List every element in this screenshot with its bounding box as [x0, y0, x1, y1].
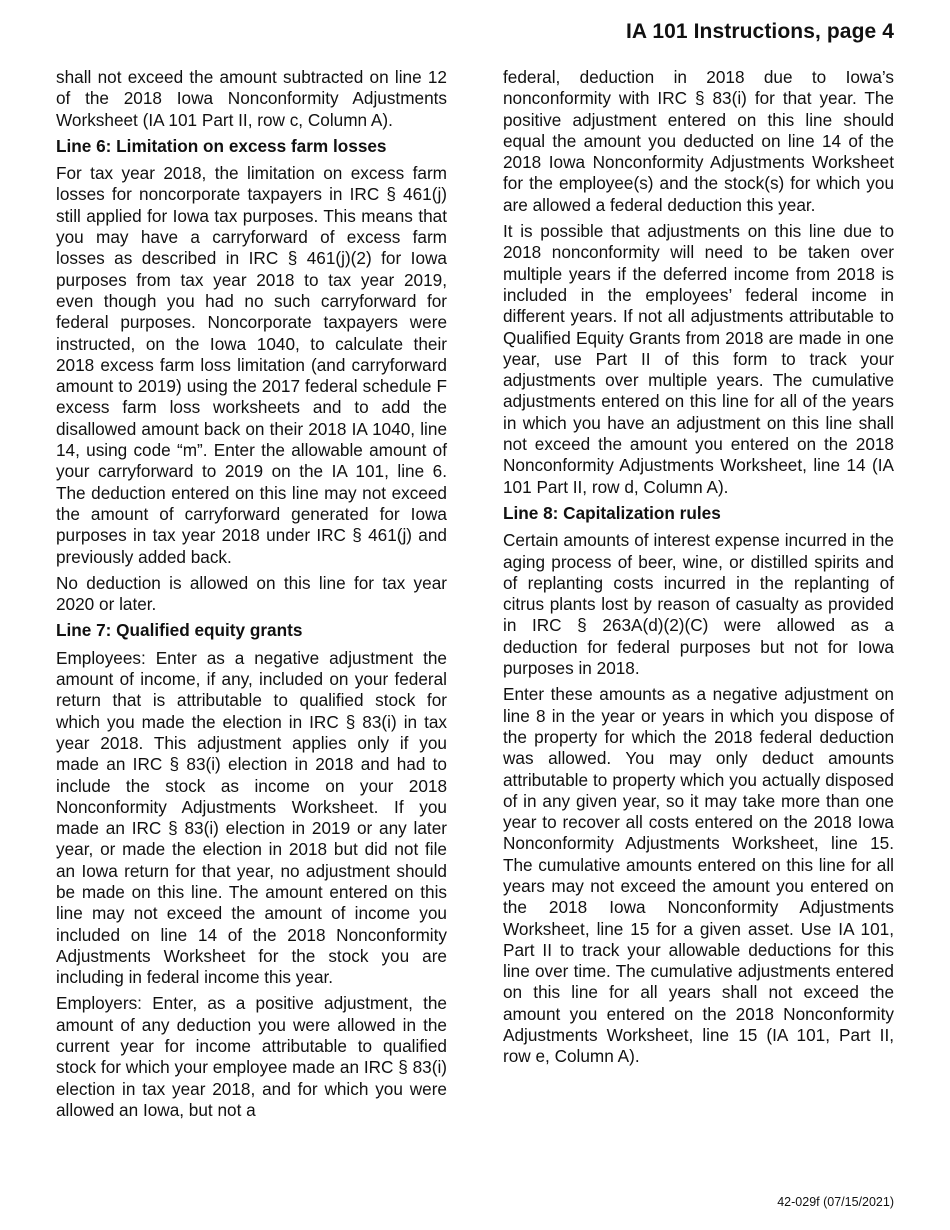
left-column	[56, 67, 447, 1126]
line6-heading: Line 6: Limitation on excess farm losses	[56, 135, 387, 156]
line8-paragraph-1: Certain amounts of interest expense incurred in the aging process of beer, wine, or distilled spirits and of replanting costs incurred in the replanting of citrus plants lost by reason of casualty as provided in IRC § 263A(d)(2)(C) were allowed as a deduction for federal purposes but not for Iowa purposes in 2018.	[503, 530, 894, 679]
line8-heading: Line 8: Capitalization rules	[503, 502, 721, 523]
line8-paragraph-2: Enter these amounts as a negative adjustment on line 8 in the year or years in which you dispose of the property for which the 2018 federal deduction was allowed. You may only deduct amounts attributable to property which you actually disposed of in any given year, so it may take more than one year to recover all costs entered on the 2018 Iowa Nonconformity Adjustments Worksheet, line 15. The cumulative amounts entered on this line for all years may not exceed the amount you entered on the 2018 Iowa Nonconformity Adjustments Worksheet, line 15 for a given asset. Use IA 101, Part II to track your allowable deductions for this line over time. The cumulative adjustments entered on this line for all years shall not exceed the amount you entered on the 2018 Nonconformity Adjustments Worksheet, line 15 (IA 101, Part II, row e, Column A).	[503, 684, 894, 1067]
right-column	[503, 67, 894, 1073]
page-title: IA 101 Instructions, page 4	[626, 20, 894, 43]
continued-paragraph: shall not exceed the amount subtracted on line 12 of the 2018 Iowa Nonconformity Adjustments Worksheet (IA 101 Part II, row c, Column A).	[56, 67, 447, 130]
form-code: 42-029f (07/15/2021)	[777, 1195, 894, 1209]
line7-paragraph-3: It is possible that adjustments on this line due to 2018 nonconformity will need to be taken over multiple years if the deferred income from 2018 is included in the employees’ federal income in different years. If not all adjustments attributable to Qualified Equity Grants from 2018 are made in one year, use Part II of this form to track your adjustments over multiple years. The cumulative adjustments entered on this line for all of the years in which you have an adjustment on this line shall not exceed the amount you entered on the 2018 Nonconformity Adjustments Worksheet, line 14 (IA 101 Part II, row d, Column A).	[503, 221, 894, 497]
line6-paragraph-2: No deduction is allowed on this line for tax year 2020 or later.	[56, 572, 447, 615]
line6-paragraph-1: For tax year 2018, the limitation on excess farm losses for noncorporate taxpayers in IRC § 461(j) still applied for Iowa tax purposes. This means that you may have a carryforward of excess farm losses as described in IRC § 461(j)(2) for Iowa purposes from tax year 2018 to tax year 2019, even though you had no such carryforward for federal purposes. Noncorporate taxpayers were instructed, on the Iowa 1040, to calculate their 2018 excess farm loss limitation (and carryforward amount to 2019) using the 2017 federal schedule F excess farm loss worksheets and to add the disallowed amount back on their 2018 IA 1040, line 14, using code “m”. Enter the allowable amount of your carryforward to 2019 on the IA 101, line 6. The deduction entered on this line may not exceed the amount of carryforward generated for Iowa purposes in tax year 2018 under IRC § 461(j) and previously added back.	[56, 163, 447, 567]
line7-employers-paragraph: Employers: Enter, as a positive adjustment, the amount of any deduction you were allowed in the current year for income attributable to qualified stock for which your employee made an IRC § 83(i) election in tax year 2018, and for which you were allowed an Iowa, but not a	[56, 993, 447, 1120]
continued-paragraph-right: federal, deduction in 2018 due to Iowa’s nonconformity with IRC § 83(i) for that year. The positive adjustment entered on this line should equal the amount you deducted on line 14 of the 2018 Iowa Nonconformity Adjustments Worksheet for the employee(s) and the stock(s) for which you are allowed a federal deduction this year.	[503, 67, 894, 215]
line7-heading: Line 7: Qualified equity grants	[56, 620, 303, 641]
line7-employees-paragraph: Employees: Enter as a negative adjustment the amount of income, if any, included on your federal return that is attributable to qualified stock for which you made the election in IRC § 83(i) in tax year 2018. This adjustment applies only if you made an IRC § 83(i) election in 2018 and had to include the stock as income on your 2018 Nonconformity Adjustments Worksheet. If you made an IRC § 83(i) election in 2019 or any later year, or made the election in 2018 but did not file an Iowa return for that year, no adjustment should be made on this line. The amount entered on this line may not exceed the amount of income you included on line 14 of the 2018 Nonconformity Adjustments Worksheet for the stock you are including in federal income this year.	[56, 647, 447, 988]
